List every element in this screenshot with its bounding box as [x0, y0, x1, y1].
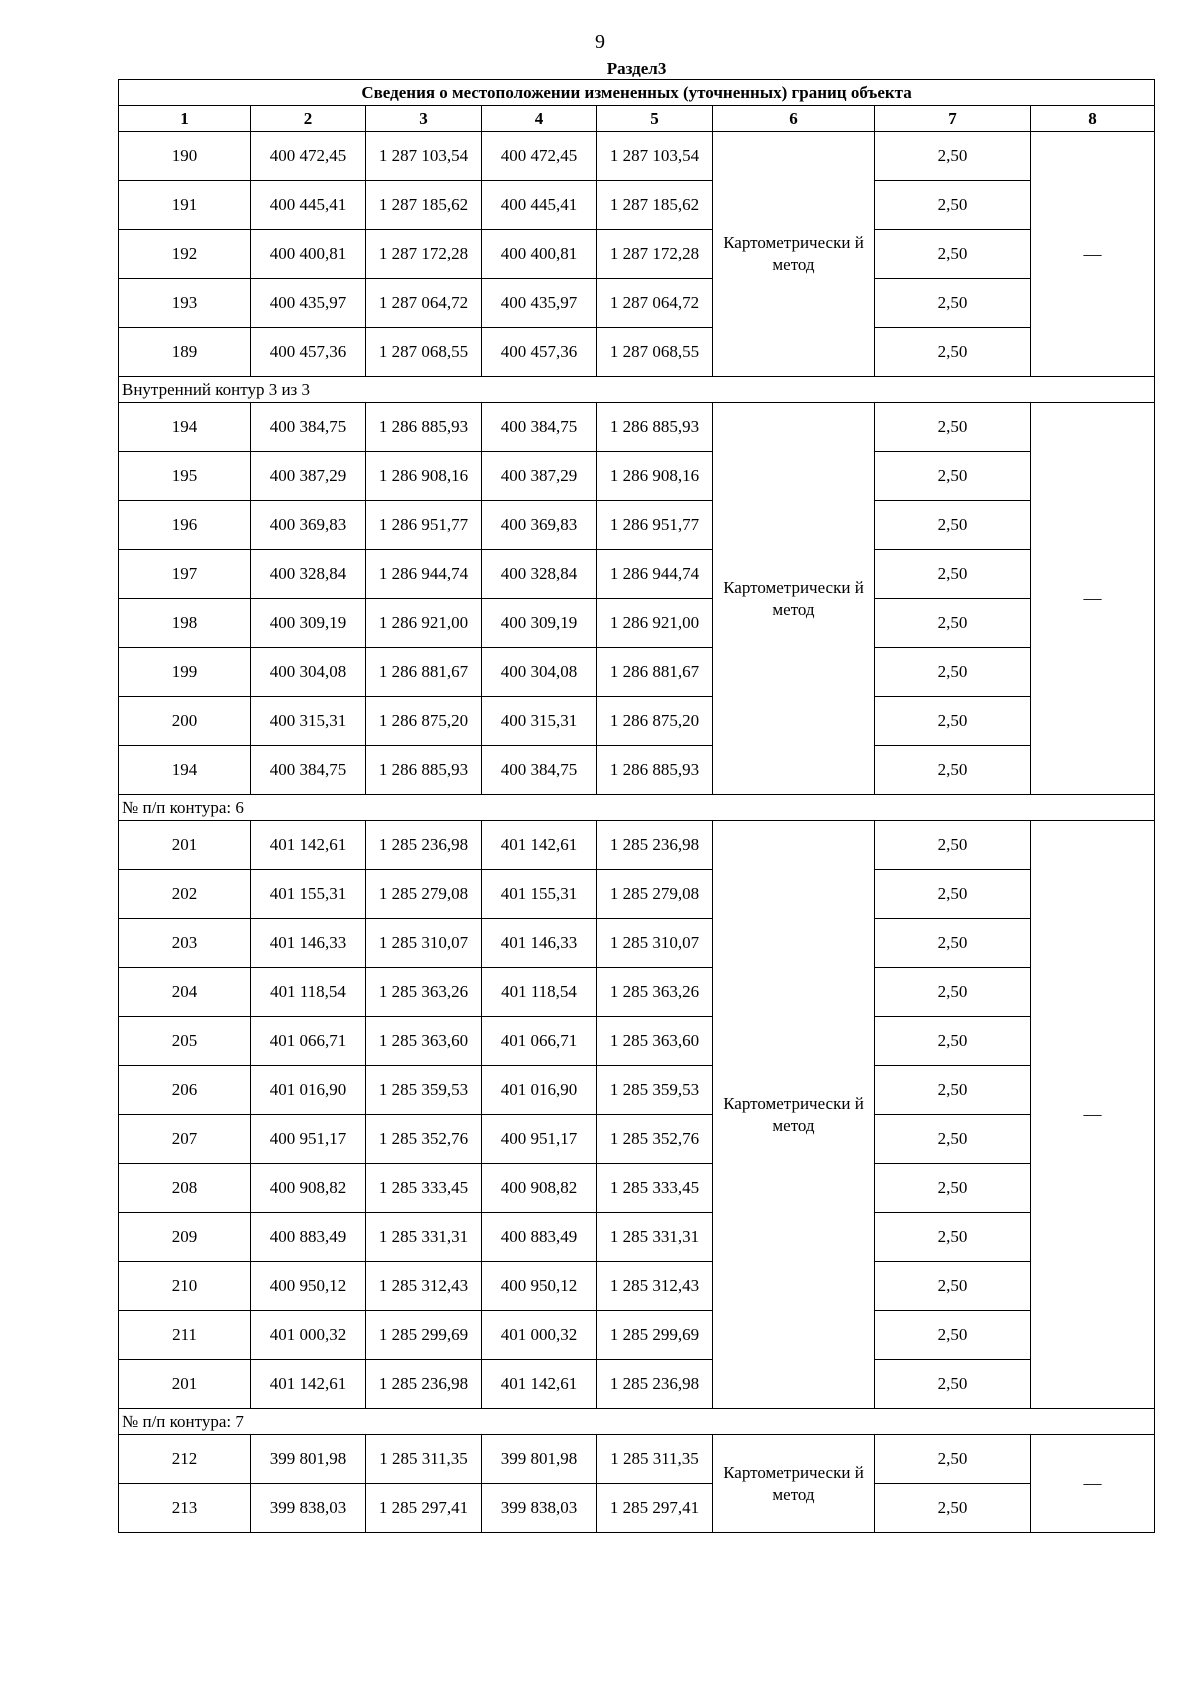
table-title: Сведения о местоположении измененных (уточненных) границ объекта: [119, 80, 1155, 106]
y-old-cell: 1 286 951,77: [366, 501, 482, 550]
accuracy-cell: 2,50: [875, 1017, 1031, 1066]
method-cell: Картометрически й метод: [713, 403, 875, 795]
accuracy-cell: 2,50: [875, 328, 1031, 377]
y-new-cell: 1 286 885,93: [597, 746, 713, 795]
accuracy-cell: 2,50: [875, 1360, 1031, 1409]
y-new-cell: 1 285 297,41: [597, 1484, 713, 1533]
x-old-cell: 400 387,29: [251, 452, 366, 501]
x-new-cell: 400 384,75: [482, 403, 597, 452]
accuracy-cell: 2,50: [875, 919, 1031, 968]
column-header-row: [119, 106, 1155, 132]
x-old-cell: 401 146,33: [251, 919, 366, 968]
column-header: 7: [875, 106, 1031, 132]
point-number-cell: 213: [119, 1484, 251, 1533]
x-old-cell: 401 155,31: [251, 870, 366, 919]
y-old-cell: 1 287 064,72: [366, 279, 482, 328]
y-old-cell: 1 287 185,62: [366, 181, 482, 230]
y-old-cell: 1 285 363,60: [366, 1017, 482, 1066]
point-number-cell: 198: [119, 599, 251, 648]
y-new-cell: 1 285 331,31: [597, 1213, 713, 1262]
point-number-cell: 190: [119, 132, 251, 181]
x-new-cell: 401 142,61: [482, 1360, 597, 1409]
accuracy-cell: 2,50: [875, 697, 1031, 746]
x-old-cell: 401 066,71: [251, 1017, 366, 1066]
y-new-cell: 1 287 068,55: [597, 328, 713, 377]
y-old-cell: 1 286 881,67: [366, 648, 482, 697]
x-new-cell: 400 304,08: [482, 648, 597, 697]
column-header: 6: [713, 106, 875, 132]
accuracy-cell: 2,50: [875, 132, 1031, 181]
y-old-cell: 1 285 359,53: [366, 1066, 482, 1115]
accuracy-cell: 2,50: [875, 821, 1031, 870]
table-row: [119, 1115, 1155, 1164]
y-new-cell: 1 285 299,69: [597, 1311, 713, 1360]
x-old-cell: 400 369,83: [251, 501, 366, 550]
point-number-cell: 197: [119, 550, 251, 599]
y-new-cell: 1 287 172,28: [597, 230, 713, 279]
accuracy-cell: 2,50: [875, 403, 1031, 452]
y-new-cell: 1 285 236,98: [597, 821, 713, 870]
table-row: [119, 870, 1155, 919]
y-old-cell: 1 286 921,00: [366, 599, 482, 648]
table-row: [119, 279, 1155, 328]
x-new-cell: 401 066,71: [482, 1017, 597, 1066]
y-old-cell: 1 285 352,76: [366, 1115, 482, 1164]
table-row: [119, 1213, 1155, 1262]
y-old-cell: 1 285 311,35: [366, 1435, 482, 1484]
table-row: [119, 968, 1155, 1017]
column-header: 5: [597, 106, 713, 132]
y-old-cell: 1 285 331,31: [366, 1213, 482, 1262]
x-new-cell: 401 016,90: [482, 1066, 597, 1115]
point-number-cell: 192: [119, 230, 251, 279]
table-row: [119, 328, 1155, 377]
x-old-cell: 400 328,84: [251, 550, 366, 599]
accuracy-cell: 2,50: [875, 599, 1031, 648]
x-new-cell: 399 838,03: [482, 1484, 597, 1533]
accuracy-cell: 2,50: [875, 279, 1031, 328]
x-old-cell: 400 950,12: [251, 1262, 366, 1311]
point-number-cell: 207: [119, 1115, 251, 1164]
y-new-cell: 1 286 885,93: [597, 403, 713, 452]
x-new-cell: 400 908,82: [482, 1164, 597, 1213]
x-new-cell: 401 146,33: [482, 919, 597, 968]
accuracy-cell: 2,50: [875, 550, 1031, 599]
contour-label: № п/п контура: 6: [119, 795, 1155, 821]
col8-cell: —: [1031, 821, 1155, 1409]
x-old-cell: 400 304,08: [251, 648, 366, 697]
x-old-cell: 399 801,98: [251, 1435, 366, 1484]
accuracy-cell: 2,50: [875, 1066, 1031, 1115]
column-header: 1: [119, 106, 251, 132]
y-new-cell: 1 287 064,72: [597, 279, 713, 328]
y-new-cell: 1 285 312,43: [597, 1262, 713, 1311]
y-old-cell: 1 286 875,20: [366, 697, 482, 746]
x-new-cell: 401 118,54: [482, 968, 597, 1017]
y-old-cell: 1 286 944,74: [366, 550, 482, 599]
accuracy-cell: 2,50: [875, 1213, 1031, 1262]
point-number-cell: 204: [119, 968, 251, 1017]
point-number-cell: 196: [119, 501, 251, 550]
accuracy-cell: 2,50: [875, 181, 1031, 230]
table-row: [119, 599, 1155, 648]
point-number-cell: 201: [119, 1360, 251, 1409]
table-row: [119, 821, 1155, 870]
point-number-cell: 200: [119, 697, 251, 746]
y-old-cell: 1 285 299,69: [366, 1311, 482, 1360]
x-new-cell: 400 387,29: [482, 452, 597, 501]
point-number-cell: 189: [119, 328, 251, 377]
x-old-cell: 399 838,03: [251, 1484, 366, 1533]
accuracy-cell: 2,50: [875, 1311, 1031, 1360]
table-row: [119, 1066, 1155, 1115]
point-number-cell: 201: [119, 821, 251, 870]
accuracy-cell: 2,50: [875, 501, 1031, 550]
y-old-cell: 1 286 885,93: [366, 403, 482, 452]
point-number-cell: 211: [119, 1311, 251, 1360]
accuracy-cell: 2,50: [875, 648, 1031, 697]
x-new-cell: 401 000,32: [482, 1311, 597, 1360]
y-new-cell: 1 287 185,62: [597, 181, 713, 230]
point-number-cell: 210: [119, 1262, 251, 1311]
x-new-cell: 400 435,97: [482, 279, 597, 328]
x-new-cell: 400 951,17: [482, 1115, 597, 1164]
table-row: [119, 1311, 1155, 1360]
y-old-cell: 1 285 363,26: [366, 968, 482, 1017]
y-old-cell: 1 285 312,43: [366, 1262, 482, 1311]
x-old-cell: 401 118,54: [251, 968, 366, 1017]
y-new-cell: 1 286 951,77: [597, 501, 713, 550]
y-new-cell: 1 285 279,08: [597, 870, 713, 919]
accuracy-cell: 2,50: [875, 746, 1031, 795]
column-header: 3: [366, 106, 482, 132]
table-row: [119, 1360, 1155, 1409]
point-number-cell: 191: [119, 181, 251, 230]
x-old-cell: 401 000,32: [251, 1311, 366, 1360]
point-number-cell: 205: [119, 1017, 251, 1066]
column-header: 4: [482, 106, 597, 132]
x-new-cell: 400 328,84: [482, 550, 597, 599]
x-old-cell: 400 472,45: [251, 132, 366, 181]
page-number: 9: [595, 31, 605, 53]
contour-label-row: [119, 795, 1155, 821]
x-new-cell: 400 384,75: [482, 746, 597, 795]
table-row: [119, 1164, 1155, 1213]
x-new-cell: 400 315,31: [482, 697, 597, 746]
y-old-cell: 1 287 068,55: [366, 328, 482, 377]
x-old-cell: 401 016,90: [251, 1066, 366, 1115]
point-number-cell: 194: [119, 403, 251, 452]
accuracy-cell: 2,50: [875, 452, 1031, 501]
accuracy-cell: 2,50: [875, 870, 1031, 919]
y-old-cell: 1 285 279,08: [366, 870, 482, 919]
x-old-cell: 400 435,97: [251, 279, 366, 328]
contour-label-row: [119, 377, 1155, 403]
x-new-cell: 400 309,19: [482, 599, 597, 648]
point-number-cell: 199: [119, 648, 251, 697]
x-new-cell: 400 457,36: [482, 328, 597, 377]
column-header: 8: [1031, 106, 1155, 132]
point-number-cell: 208: [119, 1164, 251, 1213]
y-old-cell: 1 285 236,98: [366, 821, 482, 870]
accuracy-cell: 2,50: [875, 968, 1031, 1017]
y-old-cell: 1 286 885,93: [366, 746, 482, 795]
contour-label-row: [119, 1409, 1155, 1435]
x-old-cell: 401 142,61: [251, 821, 366, 870]
section-title: Раздел3: [606, 59, 667, 78]
x-new-cell: 401 142,61: [482, 821, 597, 870]
y-new-cell: 1 285 236,98: [597, 1360, 713, 1409]
table-row: [119, 1017, 1155, 1066]
x-old-cell: 400 315,31: [251, 697, 366, 746]
y-old-cell: 1 285 310,07: [366, 919, 482, 968]
point-number-cell: 195: [119, 452, 251, 501]
table-row: [119, 1262, 1155, 1311]
table-row: [119, 1484, 1155, 1533]
y-new-cell: 1 285 352,76: [597, 1115, 713, 1164]
point-number-cell: 209: [119, 1213, 251, 1262]
table-row: [119, 452, 1155, 501]
y-new-cell: 1 285 359,53: [597, 1066, 713, 1115]
point-number-cell: 194: [119, 746, 251, 795]
x-new-cell: 400 950,12: [482, 1262, 597, 1311]
boundary-coordinates-table: [118, 59, 1155, 1533]
table-row: [119, 501, 1155, 550]
y-old-cell: 1 285 297,41: [366, 1484, 482, 1533]
table-body: [119, 132, 1155, 1533]
col8-cell: —: [1031, 132, 1155, 377]
accuracy-cell: 2,50: [875, 1262, 1031, 1311]
column-header: 2: [251, 106, 366, 132]
method-cell: Картометрически й метод: [713, 821, 875, 1409]
y-new-cell: 1 286 875,20: [597, 697, 713, 746]
table-row: [119, 1435, 1155, 1484]
col8-cell: —: [1031, 403, 1155, 795]
y-new-cell: 1 286 881,67: [597, 648, 713, 697]
x-new-cell: 400 445,41: [482, 181, 597, 230]
y-old-cell: 1 286 908,16: [366, 452, 482, 501]
y-old-cell: 1 287 172,28: [366, 230, 482, 279]
point-number-cell: 206: [119, 1066, 251, 1115]
point-number-cell: 212: [119, 1435, 251, 1484]
y-new-cell: 1 285 310,07: [597, 919, 713, 968]
y-new-cell: 1 286 944,74: [597, 550, 713, 599]
x-new-cell: 400 400,81: [482, 230, 597, 279]
y-new-cell: 1 285 363,26: [597, 968, 713, 1017]
x-new-cell: 399 801,98: [482, 1435, 597, 1484]
x-new-cell: 400 883,49: [482, 1213, 597, 1262]
x-new-cell: 400 369,83: [482, 501, 597, 550]
table-row: [119, 746, 1155, 795]
contour-label: № п/п контура: 7: [119, 1409, 1155, 1435]
y-old-cell: 1 285 333,45: [366, 1164, 482, 1213]
y-old-cell: 1 287 103,54: [366, 132, 482, 181]
accuracy-cell: 2,50: [875, 230, 1031, 279]
accuracy-cell: 2,50: [875, 1115, 1031, 1164]
col8-cell: —: [1031, 1435, 1155, 1533]
x-old-cell: 400 400,81: [251, 230, 366, 279]
x-old-cell: 400 908,82: [251, 1164, 366, 1213]
x-old-cell: 400 309,19: [251, 599, 366, 648]
table-row: [119, 403, 1155, 452]
table-row: [119, 919, 1155, 968]
accuracy-cell: 2,50: [875, 1435, 1031, 1484]
table-row: [119, 697, 1155, 746]
table-row: [119, 230, 1155, 279]
point-number-cell: 193: [119, 279, 251, 328]
x-old-cell: 400 384,75: [251, 403, 366, 452]
table-row: [119, 550, 1155, 599]
method-cell: Картометрически й метод: [713, 132, 875, 377]
y-new-cell: 1 285 363,60: [597, 1017, 713, 1066]
x-new-cell: 400 472,45: [482, 132, 597, 181]
point-number-cell: 203: [119, 919, 251, 968]
x-new-cell: 401 155,31: [482, 870, 597, 919]
table-row: [119, 648, 1155, 697]
accuracy-cell: 2,50: [875, 1164, 1031, 1213]
x-old-cell: 400 457,36: [251, 328, 366, 377]
table-row: [119, 132, 1155, 181]
x-old-cell: 400 445,41: [251, 181, 366, 230]
y-new-cell: 1 286 908,16: [597, 452, 713, 501]
y-new-cell: 1 285 311,35: [597, 1435, 713, 1484]
y-old-cell: 1 285 236,98: [366, 1360, 482, 1409]
x-old-cell: 400 384,75: [251, 746, 366, 795]
accuracy-cell: 2,50: [875, 1484, 1031, 1533]
y-new-cell: 1 287 103,54: [597, 132, 713, 181]
x-old-cell: 400 951,17: [251, 1115, 366, 1164]
x-old-cell: 400 883,49: [251, 1213, 366, 1262]
x-old-cell: 401 142,61: [251, 1360, 366, 1409]
y-new-cell: 1 285 333,45: [597, 1164, 713, 1213]
contour-label: Внутренний контур 3 из 3: [119, 377, 1155, 403]
point-number-cell: 202: [119, 870, 251, 919]
table-row: [119, 181, 1155, 230]
method-cell: Картометрически й метод: [713, 1435, 875, 1533]
y-new-cell: 1 286 921,00: [597, 599, 713, 648]
